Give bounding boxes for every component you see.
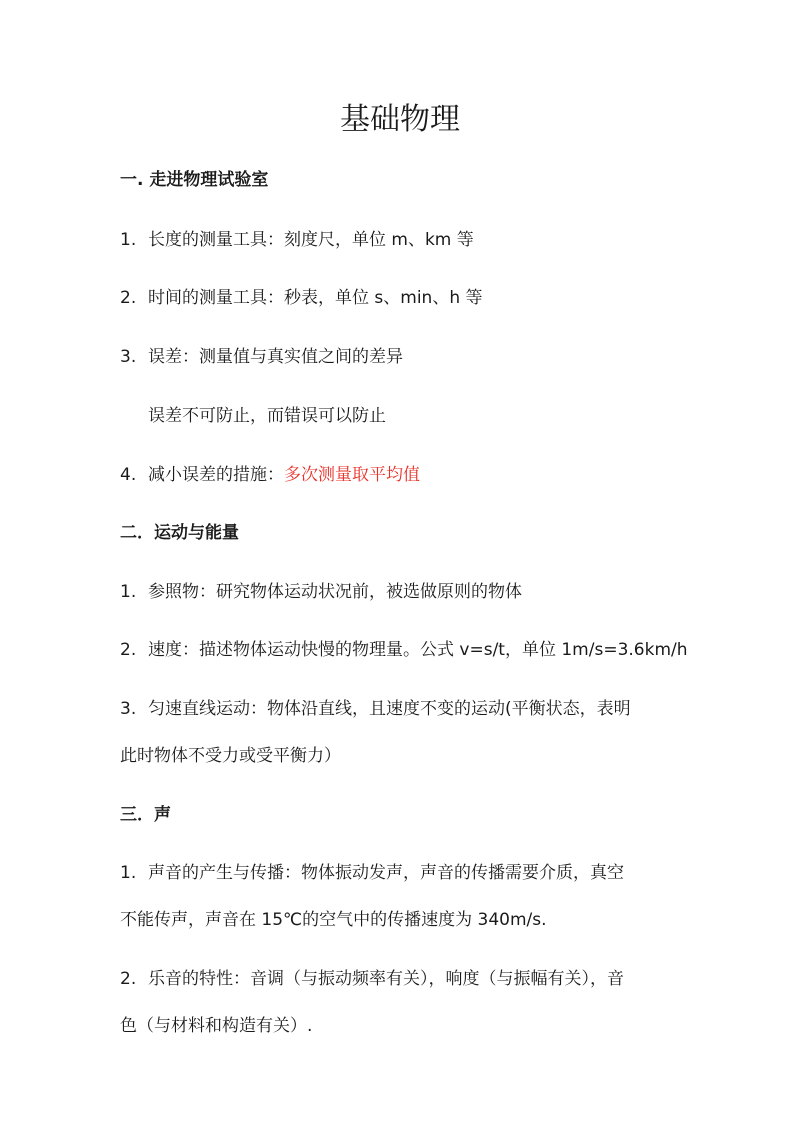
item-number: 1. — [120, 230, 137, 250]
list-item — [120, 697, 690, 721]
list-item — [120, 286, 690, 310]
item-continuation: 此时物体不受力或受平衡力） — [120, 746, 341, 766]
list-item — [120, 638, 690, 662]
section-heading: 一. 走进物理试验室 — [120, 170, 269, 190]
list-item — [120, 463, 690, 487]
list-item — [120, 861, 690, 885]
item-number: 1. — [120, 863, 137, 883]
item-number: 2. — [120, 969, 137, 989]
item-number: 2. — [120, 640, 137, 660]
item-number: 3. — [120, 347, 137, 367]
item-text: 参照物：研究物体运动状况前，被选做原则的物体 — [148, 582, 522, 602]
list-item — [120, 345, 690, 369]
section-heading: 二．运动与能量 — [120, 523, 239, 543]
page-title: 基础物理 — [340, 102, 460, 137]
highlight-text: 多次测量取平均值 — [284, 465, 420, 485]
item-number: 3. — [120, 699, 137, 719]
item-number: 2. — [120, 288, 137, 308]
item-text: 匀速直线运动：物体沿直线，且速度不变的运动(平衡状态，表明 — [148, 699, 631, 719]
item-text: 减小误差的措施： — [148, 465, 284, 485]
item-text: 时间的测量工具：秒表，单位 s、min、h 等 — [148, 288, 483, 308]
list-item — [120, 580, 690, 604]
item-text: 乐音的特性：音调（与振动频率有关），响度（与振幅有关），音 — [148, 969, 624, 989]
item-note: 误差不可防止，而错误可以防止 — [148, 406, 386, 426]
item-number: 1. — [120, 582, 137, 602]
item-continuation: 不能传声，声音在 15℃的空气中的传播速度为 340m/s. — [120, 910, 547, 930]
item-text: 速度：描述物体运动快慢的物理量。公式 v=s/t，单位 1m/s=3.6km/h — [148, 640, 688, 660]
section-heading: 三．声 — [120, 805, 171, 825]
item-continuation: 色（与材料和构造有关）. — [120, 1016, 313, 1036]
item-number: 4. — [120, 465, 137, 485]
item-text: 长度的测量工具：刻度尺，单位 m、km 等 — [148, 230, 474, 250]
item-text: 声音的产生与传播：物体振动发声，声音的传播需要介质，真空 — [148, 863, 624, 883]
list-item — [120, 967, 690, 991]
item-text: 误差：测量值与真实值之间的差异 — [148, 347, 403, 367]
list-item — [120, 228, 690, 252]
